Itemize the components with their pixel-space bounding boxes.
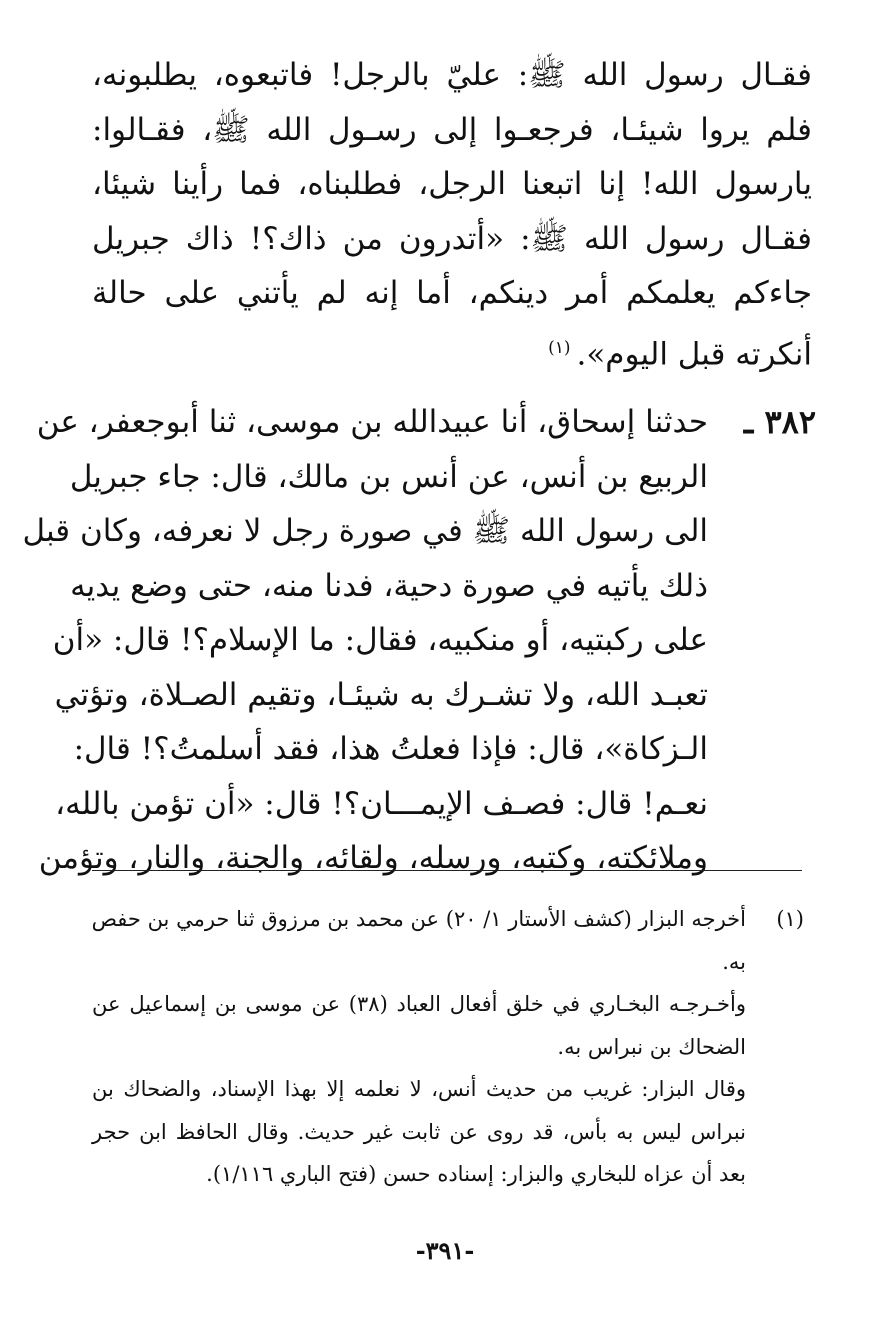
- text-line: جاءكم يعلمكم أمر دينكم، أما إنه لم يأتني على حالة: [92, 275, 812, 311]
- page-number: -٣٩١-: [415, 1236, 475, 1265]
- footnote-divider: [92, 870, 802, 871]
- footnote-line: نبراس ليس به بأس، قد روى عن ثابت غير حديث. وقال الحافظ ابن حجر: [92, 1119, 746, 1144]
- footnote-line: أخرجه البزار (كشف الأستار ١/ ٢٠) عن محمد بن مرزوق ثنا حرمي بن حفص: [91, 907, 746, 931]
- footnote-line: وقال البزار: غريب من حديث أنس، لا نعلمه إلا بهذا الإسناد، والضحاك بن: [92, 1077, 746, 1101]
- footnote-line: وأخـرجـه البخـاري في خلق أفعال العباد (٣٨) عن موسى بن إسماعيل عن: [92, 992, 746, 1016]
- hadith-first-line: [36, 395, 816, 450]
- text-line: الـزكاة»، قال: فإذا فعلتُ هذا، فقد أسلمتُ؟! قال:: [73, 731, 708, 768]
- text-line: فقـال رسول الله ﷺ: عليّ بالرجل! فاتبعوه، يطلبونه،: [92, 57, 812, 93]
- text-line: يارسول الله! إنا اتبعنا الرجل، فطلبناه، فما رأينا شيئا،: [92, 166, 812, 202]
- hadith-number: ٣٨٢ ـ: [743, 403, 816, 442]
- text-line: تعبـد الله، ولا تشـرك به شيئـا، وتقيم الصـلاة، وتؤتي: [54, 676, 708, 713]
- footnote-line: به.: [722, 949, 746, 974]
- footnote-number: (١): [776, 907, 804, 931]
- text-line-content: أنكرته قبل اليوم».: [576, 335, 812, 372]
- text-line: نعـم! قال: فصـف الإيمـــان؟! قال: «أن تؤمن بالله،: [55, 785, 708, 822]
- footnote-line: بعد أن عزاه للبخاري والبزار: إسناده حسن (فتح الباري ١/١١٦).: [206, 1162, 746, 1186]
- text-line: على ركبتيه، أو منكبيه، فقال: ما الإسلام؟! قال: «أن: [52, 622, 708, 659]
- footnote-line: الضحاك بن نبراس به.: [557, 1034, 746, 1059]
- text-line: فقـال رسول الله ﷺ: «أتدرون من ذاك؟! ذاك جبريل: [92, 220, 812, 257]
- main-text: [22, 48, 816, 886]
- footnote: [92, 898, 804, 1196]
- text-line: فلم يروا شيئـا، فرجعـوا إلى رسـول الله ﷺ، فقـالوا:: [92, 111, 812, 148]
- text-line: الى رسول الله ﷺ في صورة رجل لا نعرفه، وكان قبل: [22, 513, 708, 550]
- text-line: [92, 321, 812, 382]
- text-line: ذلك يأتيه في صورة دحية، فدنا منه، حتى وضع يديه: [70, 567, 708, 604]
- text-line: حدثنا إسحاق، أنا عبيدالله بن موسى، ثنا أبوجعفر، عن: [36, 404, 708, 441]
- footnotes-section: [92, 898, 804, 1196]
- text-line: وملائكته، وكتبه، ورسله، ولقائه، والجنة، والنار، وتؤمن: [38, 840, 708, 877]
- text-line: الربيع بن أنس، عن أنس بن مالك، قال: جاء جبريل: [69, 458, 708, 495]
- footnote-reference: (١): [548, 337, 571, 358]
